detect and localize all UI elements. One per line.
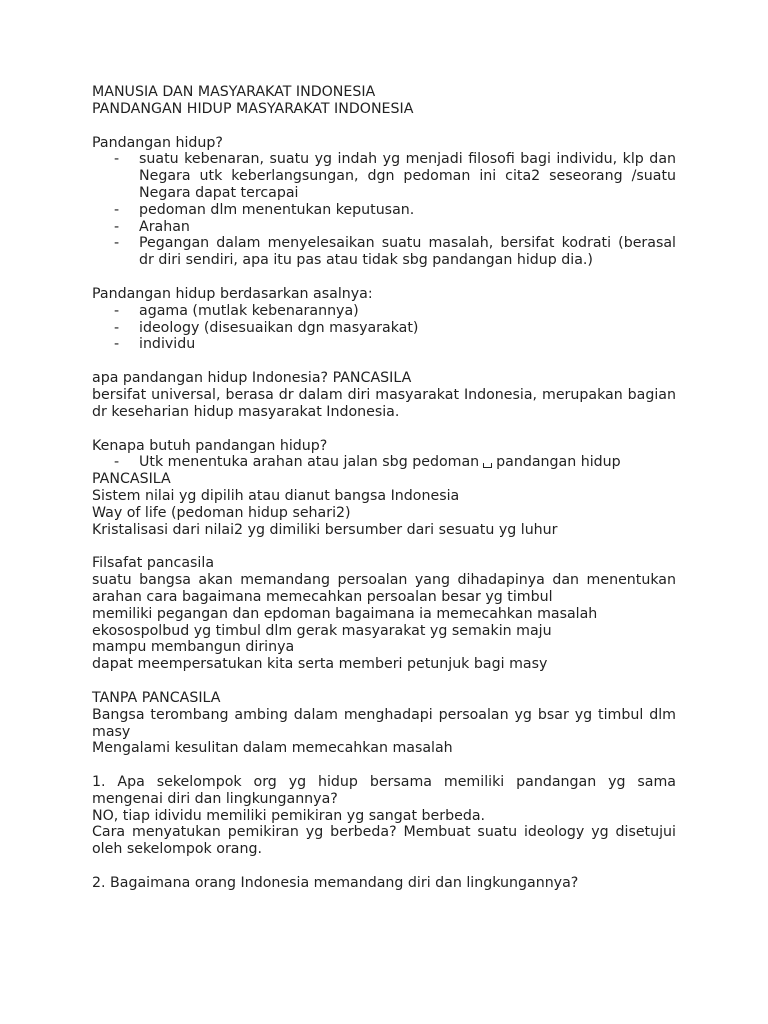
answer-1: NO, tiap idividu memiliki pemikiran yg sangat berbeda. [92, 807, 486, 824]
section5-title: Filsafat pancasila [92, 555, 215, 572]
section4-title: Kenapa butuh pandangan hidup? [92, 437, 328, 454]
section5-line: dapat meempersatukan kita serta memberi petunjuk bagi masy [92, 656, 548, 673]
section6-title: TANPA PANCASILA [92, 689, 221, 706]
document-body [92, 84, 676, 892]
list-item: - ideology (disesuaikan dgn masyarakat) [114, 319, 419, 336]
section4-line: Way of life (pedoman hidup sehari2) [92, 504, 351, 521]
section2-title: Pandangan hidup berdasarkan asalnya: [92, 285, 373, 302]
list-item: - Arahan [114, 218, 190, 235]
list-item: - Utk menentuka arahan atau jalan sbg pedoman pandangan hidup [114, 454, 621, 471]
section5-line: mampu membangun dirinya [92, 639, 295, 656]
question-1: 1. Apa sekelompok org yg hidup bersama memiliki pandangan yg sama mengenai diri dan lingkungannya? [92, 774, 676, 807]
question-2: 2. Bagaimana orang Indonesia memandang diri dan lingkungannya? [92, 875, 579, 892]
list-item: - pedoman dlm menentukan keputusan. [114, 201, 415, 218]
section6-line: Mengalami kesulitan dalam memecahkan masalah [92, 740, 453, 757]
heading-line-1: MANUSIA DAN MASYARAKAT INDONESIA [92, 84, 376, 100]
section1-title: Pandangan hidup? [92, 134, 223, 151]
section4-line: Sistem nilai yg dipilih atau dianut bangsa Indonesia [92, 487, 460, 504]
placeholder-glyph-icon [483, 463, 492, 468]
section5-line: memiliki pegangan dan epdoman bagaimana ia memecahkan masalah [92, 605, 598, 622]
list-item: - agama (mutlak kebenarannya) [114, 302, 359, 319]
list-item: - Pegangan dalam menyelesaikan suatu masalah, bersifat kodrati (berasal dr diri sendiri, apa itu pas atau tidak sbg pandangan hidup dia.) [114, 235, 676, 269]
section4-line: Kristalisasi dari nilai2 yg dimiliki bersumber dari sesuatu yg luhur [92, 521, 558, 538]
section3-body: bersifat universal, berasa dr dalam diri masyarakat Indonesia, merupakan bagian dr keseharian hidup masyarakat Indonesia. [92, 386, 676, 420]
heading-line-2: PANDANGAN HIDUP MASYARAKAT INDONESIA [92, 100, 414, 117]
question-1b: Cara menyatukan pemikiran yg berbeda? Membuat suatu ideology yg disetujui oleh sekelompok orang. [92, 824, 676, 858]
section5-paragraph: suatu bangsa akan memandang persoalan yang dihadapinya dan menentukan arahan cara bagaimana memecahkan persoalan besar yg timbul [92, 572, 676, 605]
section3-question: apa pandangan hidup Indonesia? PANCASILA [92, 370, 412, 387]
section5-line: ekosospolbud yg timbul dlm gerak masyarakat yg semakin maju [92, 622, 552, 639]
section4-line: PANCASILA [92, 471, 171, 488]
section6-paragraph: Bangsa terombang ambing dalam menghadapi persoalan yg bsar yg timbul dlm masy [92, 706, 676, 740]
list-item: - suatu kebenaran, suatu yg indah yg menjadi filosofi bagi individu, klp dan Negara utk keberlangsungan, dgn pedoman ini cita2 seseorang /suatu Negara dapat tercapai [114, 151, 676, 201]
list-item: - individu [114, 336, 196, 353]
